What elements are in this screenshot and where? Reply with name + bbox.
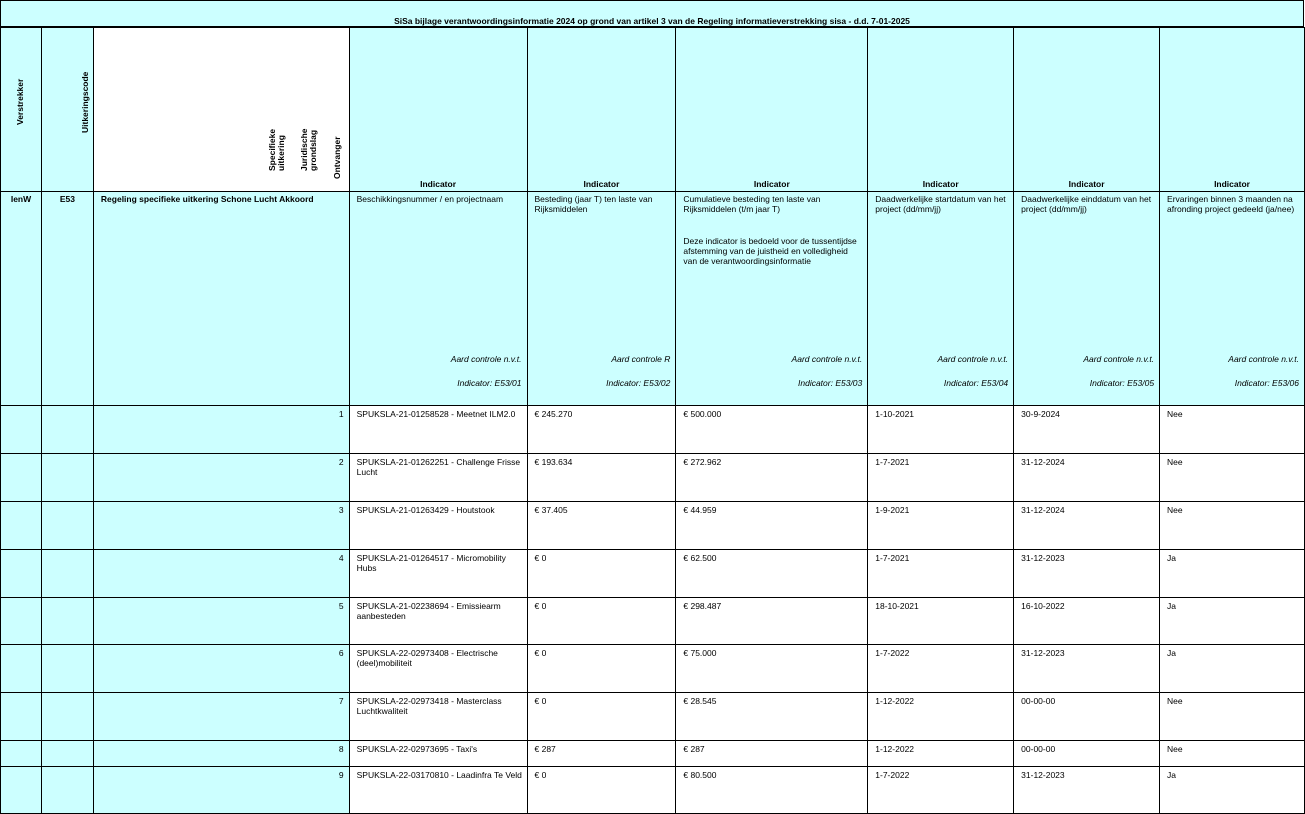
cumulatief-value: € 80.500	[676, 767, 868, 814]
row-number: 1	[93, 406, 349, 454]
verstrekker-cell-empty	[1, 454, 42, 502]
ervaring-value: Ja	[1160, 767, 1305, 814]
einddatum-value: 16-10-2022	[1014, 598, 1160, 645]
ervaring-value: Nee	[1160, 406, 1305, 454]
code-cell-empty	[41, 693, 93, 741]
besteding-value: € 0	[527, 645, 676, 693]
row-number: 4	[93, 550, 349, 598]
header-indicator-5: Indicator	[1014, 28, 1160, 192]
einddatum-value: 31-12-2023	[1014, 550, 1160, 598]
ervaring-value: Ja	[1160, 598, 1305, 645]
startdatum-value: 1-12-2022	[868, 741, 1014, 767]
header-indicator-4: Indicator	[868, 28, 1014, 192]
project-name: SPUKSLA-22-03170810 - Laadinfra Te Veld	[349, 767, 527, 814]
sisa-table	[0, 27, 1305, 814]
indicator-desc-5: Daadwerkelijke einddatum van het project (dd/mm/jj) Aard controle n.v.t. Indicator: E53/05	[1014, 192, 1160, 406]
project-name: SPUKSLA-22-02973418 - Masterclass Luchtkwaliteit	[349, 693, 527, 741]
besteding-value: € 0	[527, 693, 676, 741]
ervaring-value: Ja	[1160, 645, 1305, 693]
project-name: SPUKSLA-21-01258528 - Meetnet ILM2.0	[349, 406, 527, 454]
header-uitkeringscode: Uitkeringscode	[41, 28, 93, 192]
einddatum-value: 00-00-00	[1014, 693, 1160, 741]
verstrekker-cell-empty	[1, 502, 42, 550]
table-row	[1, 550, 1305, 598]
code-cell-empty	[41, 741, 93, 767]
indicator-desc-2: Besteding (jaar T) ten laste van Rijksmiddelen Aard controle R Indicator: E53/02	[527, 192, 676, 406]
cumulatief-value: € 272.962	[676, 454, 868, 502]
code-cell-empty	[41, 767, 93, 814]
verstrekker-cell-empty	[1, 406, 42, 454]
cumulatief-value: € 75.000	[676, 645, 868, 693]
header-regeling: Specifieke uitkering Juridische grondslag Ontvanger	[93, 28, 349, 192]
code-cell-empty	[41, 502, 93, 550]
row-number: 8	[93, 741, 349, 767]
code-cell-empty	[41, 406, 93, 454]
besteding-value: € 193.634	[527, 454, 676, 502]
project-name: SPUKSLA-21-02238694 - Emissiearm aanbesteden	[349, 598, 527, 645]
sheet-title: SiSa bijlage verantwoordingsinformatie 2024 op grond van artikel 3 van de Regeling informatieverstrekking sisa - d.d. 7-01-2025	[0, 0, 1304, 27]
ervaring-value: Nee	[1160, 693, 1305, 741]
table-row	[1, 741, 1305, 767]
einddatum-value: 31-12-2023	[1014, 645, 1160, 693]
row-number: 5	[93, 598, 349, 645]
table-row	[1, 598, 1305, 645]
einddatum-value: 31-12-2024	[1014, 454, 1160, 502]
header-indicator-3: Indicator	[676, 28, 868, 192]
row-number: 7	[93, 693, 349, 741]
startdatum-value: 18-10-2021	[868, 598, 1014, 645]
verstrekker-cell-empty	[1, 550, 42, 598]
header-indicator-2: Indicator	[527, 28, 676, 192]
table-row	[1, 767, 1305, 814]
project-name: SPUKSLA-22-02973695 - Taxi's	[349, 741, 527, 767]
code-cell-empty	[41, 645, 93, 693]
table-row	[1, 502, 1305, 550]
startdatum-value: 1-7-2022	[868, 645, 1014, 693]
besteding-value: € 0	[527, 767, 676, 814]
verstrekker-cell-empty	[1, 645, 42, 693]
indicator-desc-1: Beschikkingsnummer / en projectnaam Aard controle n.v.t. Indicator: E53/01	[349, 192, 527, 406]
verstrekker-cell-empty	[1, 693, 42, 741]
indicator-desc-3: Cumulatieve besteding ten laste van Rijksmiddelen (t/m jaar T) Deze indicator is bedoeld voor de tussentijdse afstemming van de juistheid en volledigheid van de verantwoordingsinformatie Aard controle n.v.t. Indicator: E53/03	[676, 192, 868, 406]
besteding-value: € 0	[527, 598, 676, 645]
einddatum-value: 31-12-2024	[1014, 502, 1160, 550]
header-indicator-1: Indicator	[349, 28, 527, 192]
ervaring-value: Nee	[1160, 454, 1305, 502]
indicator-desc-6: Ervaringen binnen 3 maanden na afronding project gedeeld (ja/nee) Aard controle n.v.t. Indicator: E53/06	[1160, 192, 1305, 406]
row-number: 3	[93, 502, 349, 550]
besteding-value: € 37.405	[527, 502, 676, 550]
code-cell: E53	[41, 192, 93, 406]
besteding-value: € 245.270	[527, 406, 676, 454]
project-name: SPUKSLA-21-01262251 - Challenge Frisse Lucht	[349, 454, 527, 502]
verstrekker-cell-empty	[1, 598, 42, 645]
regeling-cell: Regeling specifieke uitkering Schone Lucht Akkoord	[93, 192, 349, 406]
header-indicator-6: Indicator	[1160, 28, 1305, 192]
startdatum-value: 1-9-2021	[868, 502, 1014, 550]
cumulatief-value: € 298.487	[676, 598, 868, 645]
row-number: 9	[93, 767, 349, 814]
startdatum-value: 1-7-2021	[868, 454, 1014, 502]
ervaring-value: Nee	[1160, 502, 1305, 550]
ervaring-value: Nee	[1160, 741, 1305, 767]
besteding-value: € 287	[527, 741, 676, 767]
startdatum-value: 1-12-2022	[868, 693, 1014, 741]
header-verstrekker: Verstrekker	[1, 28, 42, 192]
besteding-value: € 0	[527, 550, 676, 598]
code-cell-empty	[41, 454, 93, 502]
startdatum-value: 1-10-2021	[868, 406, 1014, 454]
einddatum-value: 31-12-2023	[1014, 767, 1160, 814]
table-row	[1, 406, 1305, 454]
cumulatief-value: € 287	[676, 741, 868, 767]
project-name: SPUKSLA-21-01263429 - Houtstook	[349, 502, 527, 550]
startdatum-value: 1-7-2022	[868, 767, 1014, 814]
cumulatief-value: € 62.500	[676, 550, 868, 598]
ervaring-value: Ja	[1160, 550, 1305, 598]
table-row	[1, 645, 1305, 693]
row-number: 2	[93, 454, 349, 502]
indicator-desc-row	[1, 192, 1305, 406]
row-number: 6	[93, 645, 349, 693]
indicator-desc-4: Daadwerkelijke startdatum van het project (dd/mm/jj) Aard controle n.v.t. Indicator: E53/04	[868, 192, 1014, 406]
code-cell-empty	[41, 598, 93, 645]
startdatum-value: 1-7-2021	[868, 550, 1014, 598]
project-name: SPUKSLA-21-01264517 - Micromobility Hubs	[349, 550, 527, 598]
einddatum-value: 00-00-00	[1014, 741, 1160, 767]
verstrekker-cell-empty	[1, 741, 42, 767]
cumulatief-value: € 500.000	[676, 406, 868, 454]
table-row	[1, 693, 1305, 741]
project-name: SPUKSLA-22-02973408 - Electrische (deel)mobiliteit	[349, 645, 527, 693]
header-row	[1, 28, 1305, 192]
einddatum-value: 30-9-2024	[1014, 406, 1160, 454]
verstrekker-cell: IenW	[1, 192, 42, 406]
verstrekker-cell-empty	[1, 767, 42, 814]
cumulatief-value: € 44.959	[676, 502, 868, 550]
cumulatief-value: € 28.545	[676, 693, 868, 741]
code-cell-empty	[41, 550, 93, 598]
table-row	[1, 454, 1305, 502]
